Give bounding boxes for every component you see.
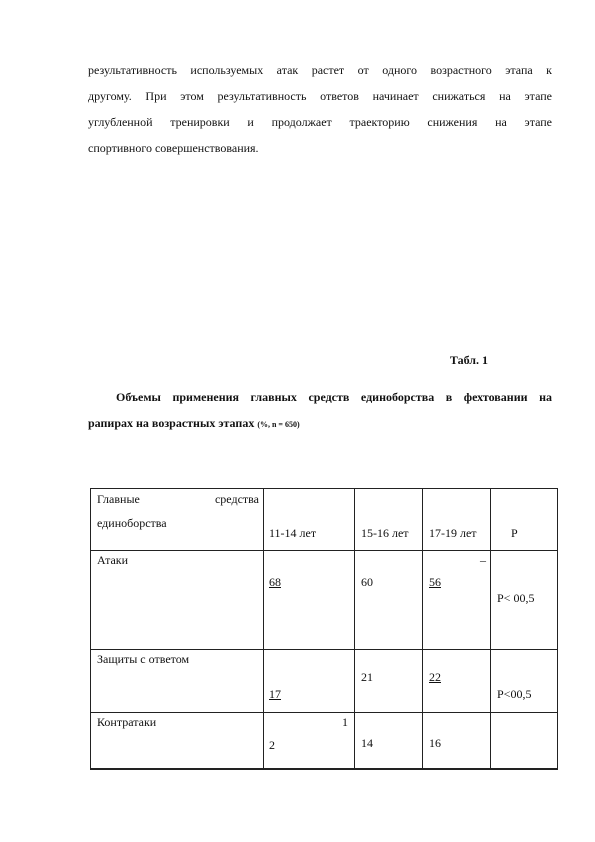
paragraph-line-4: спортивного совершенствования.	[88, 141, 259, 155]
row-defenses-p	[490, 649, 558, 713]
data-table	[90, 488, 558, 770]
row-attacks-15-16	[354, 550, 423, 650]
row-counterattacks-label-cell	[90, 712, 264, 770]
caption-sample-size: (%, n = 650)	[257, 420, 300, 429]
value-defenses-11-14: 17	[269, 687, 281, 701]
header-label-11-14: 11-14 лет	[269, 526, 317, 540]
header-means-word-1: Главные	[97, 492, 140, 506]
value-attacks-17-19: 56	[429, 575, 441, 589]
value-attacks-11-14: 68	[269, 575, 281, 589]
row-attacks-11-14	[263, 550, 355, 650]
row-defenses-label-cell	[90, 649, 264, 713]
table-number: Табл. 1	[449, 353, 488, 367]
value-attacks-15-16: 60	[361, 575, 373, 589]
value-counterattacks-15-16: 14	[361, 736, 373, 750]
paragraph-line-2: другому. При этом результативность ответов начинает снижаться на этапе	[88, 89, 552, 103]
header-label-17-19: 17-19 лет	[429, 526, 477, 540]
row-counterattacks-11-14	[263, 712, 355, 770]
header-means-word-3: единоборства	[97, 516, 167, 530]
header-cell-11-14	[263, 488, 355, 551]
paragraph-line-1: результативность используемых атак растет от одного возрастного этапа к	[88, 63, 552, 77]
caption-main: рапирах на возрастных этапах	[88, 416, 255, 430]
row-counterattacks-15-16	[354, 712, 423, 770]
value-defenses-17-19: 22	[429, 670, 441, 684]
row-counterattacks-p	[490, 712, 558, 770]
table-caption-line-1: Объемы применения главных средств единоборства в фехтовании на	[116, 390, 552, 404]
value-defenses-p: P<00,5	[497, 687, 532, 701]
header-cell-means	[90, 488, 264, 551]
value-counterattacks-11-14-part-1: 1	[342, 715, 348, 729]
row-attacks-label: Атаки	[97, 553, 129, 567]
row-counterattacks-17-19	[422, 712, 491, 770]
header-cell-p	[490, 488, 558, 551]
header-label-p: P	[511, 526, 518, 540]
table-caption-line-2	[88, 415, 552, 433]
header-cell-17-19	[422, 488, 491, 551]
header-means-word-2: средства	[214, 492, 259, 506]
dash-mark: –	[480, 553, 486, 567]
table-bottom-rule	[90, 768, 558, 770]
row-defenses-11-14	[263, 649, 355, 713]
value-counterattacks-17-19: 16	[429, 736, 441, 750]
row-attacks-17-19	[422, 550, 491, 650]
value-counterattacks-11-14-part-2: 2	[269, 738, 275, 752]
value-attacks-p: P< 00,5	[497, 591, 535, 605]
row-attacks-label-cell	[90, 550, 264, 650]
header-cell-15-16	[354, 488, 423, 551]
row-counterattacks-label: Контратаки	[97, 715, 157, 729]
row-defenses-15-16	[354, 649, 423, 713]
row-attacks-p	[490, 550, 558, 650]
value-defenses-15-16: 21	[361, 670, 373, 684]
header-label-15-16: 15-16 лет	[361, 526, 409, 540]
row-defenses-label: Защиты с ответом	[97, 652, 190, 666]
row-defenses-17-19	[422, 649, 491, 713]
paragraph-line-3: углубленной тренировки и продолжает траекторию снижения на этапе	[88, 115, 552, 129]
